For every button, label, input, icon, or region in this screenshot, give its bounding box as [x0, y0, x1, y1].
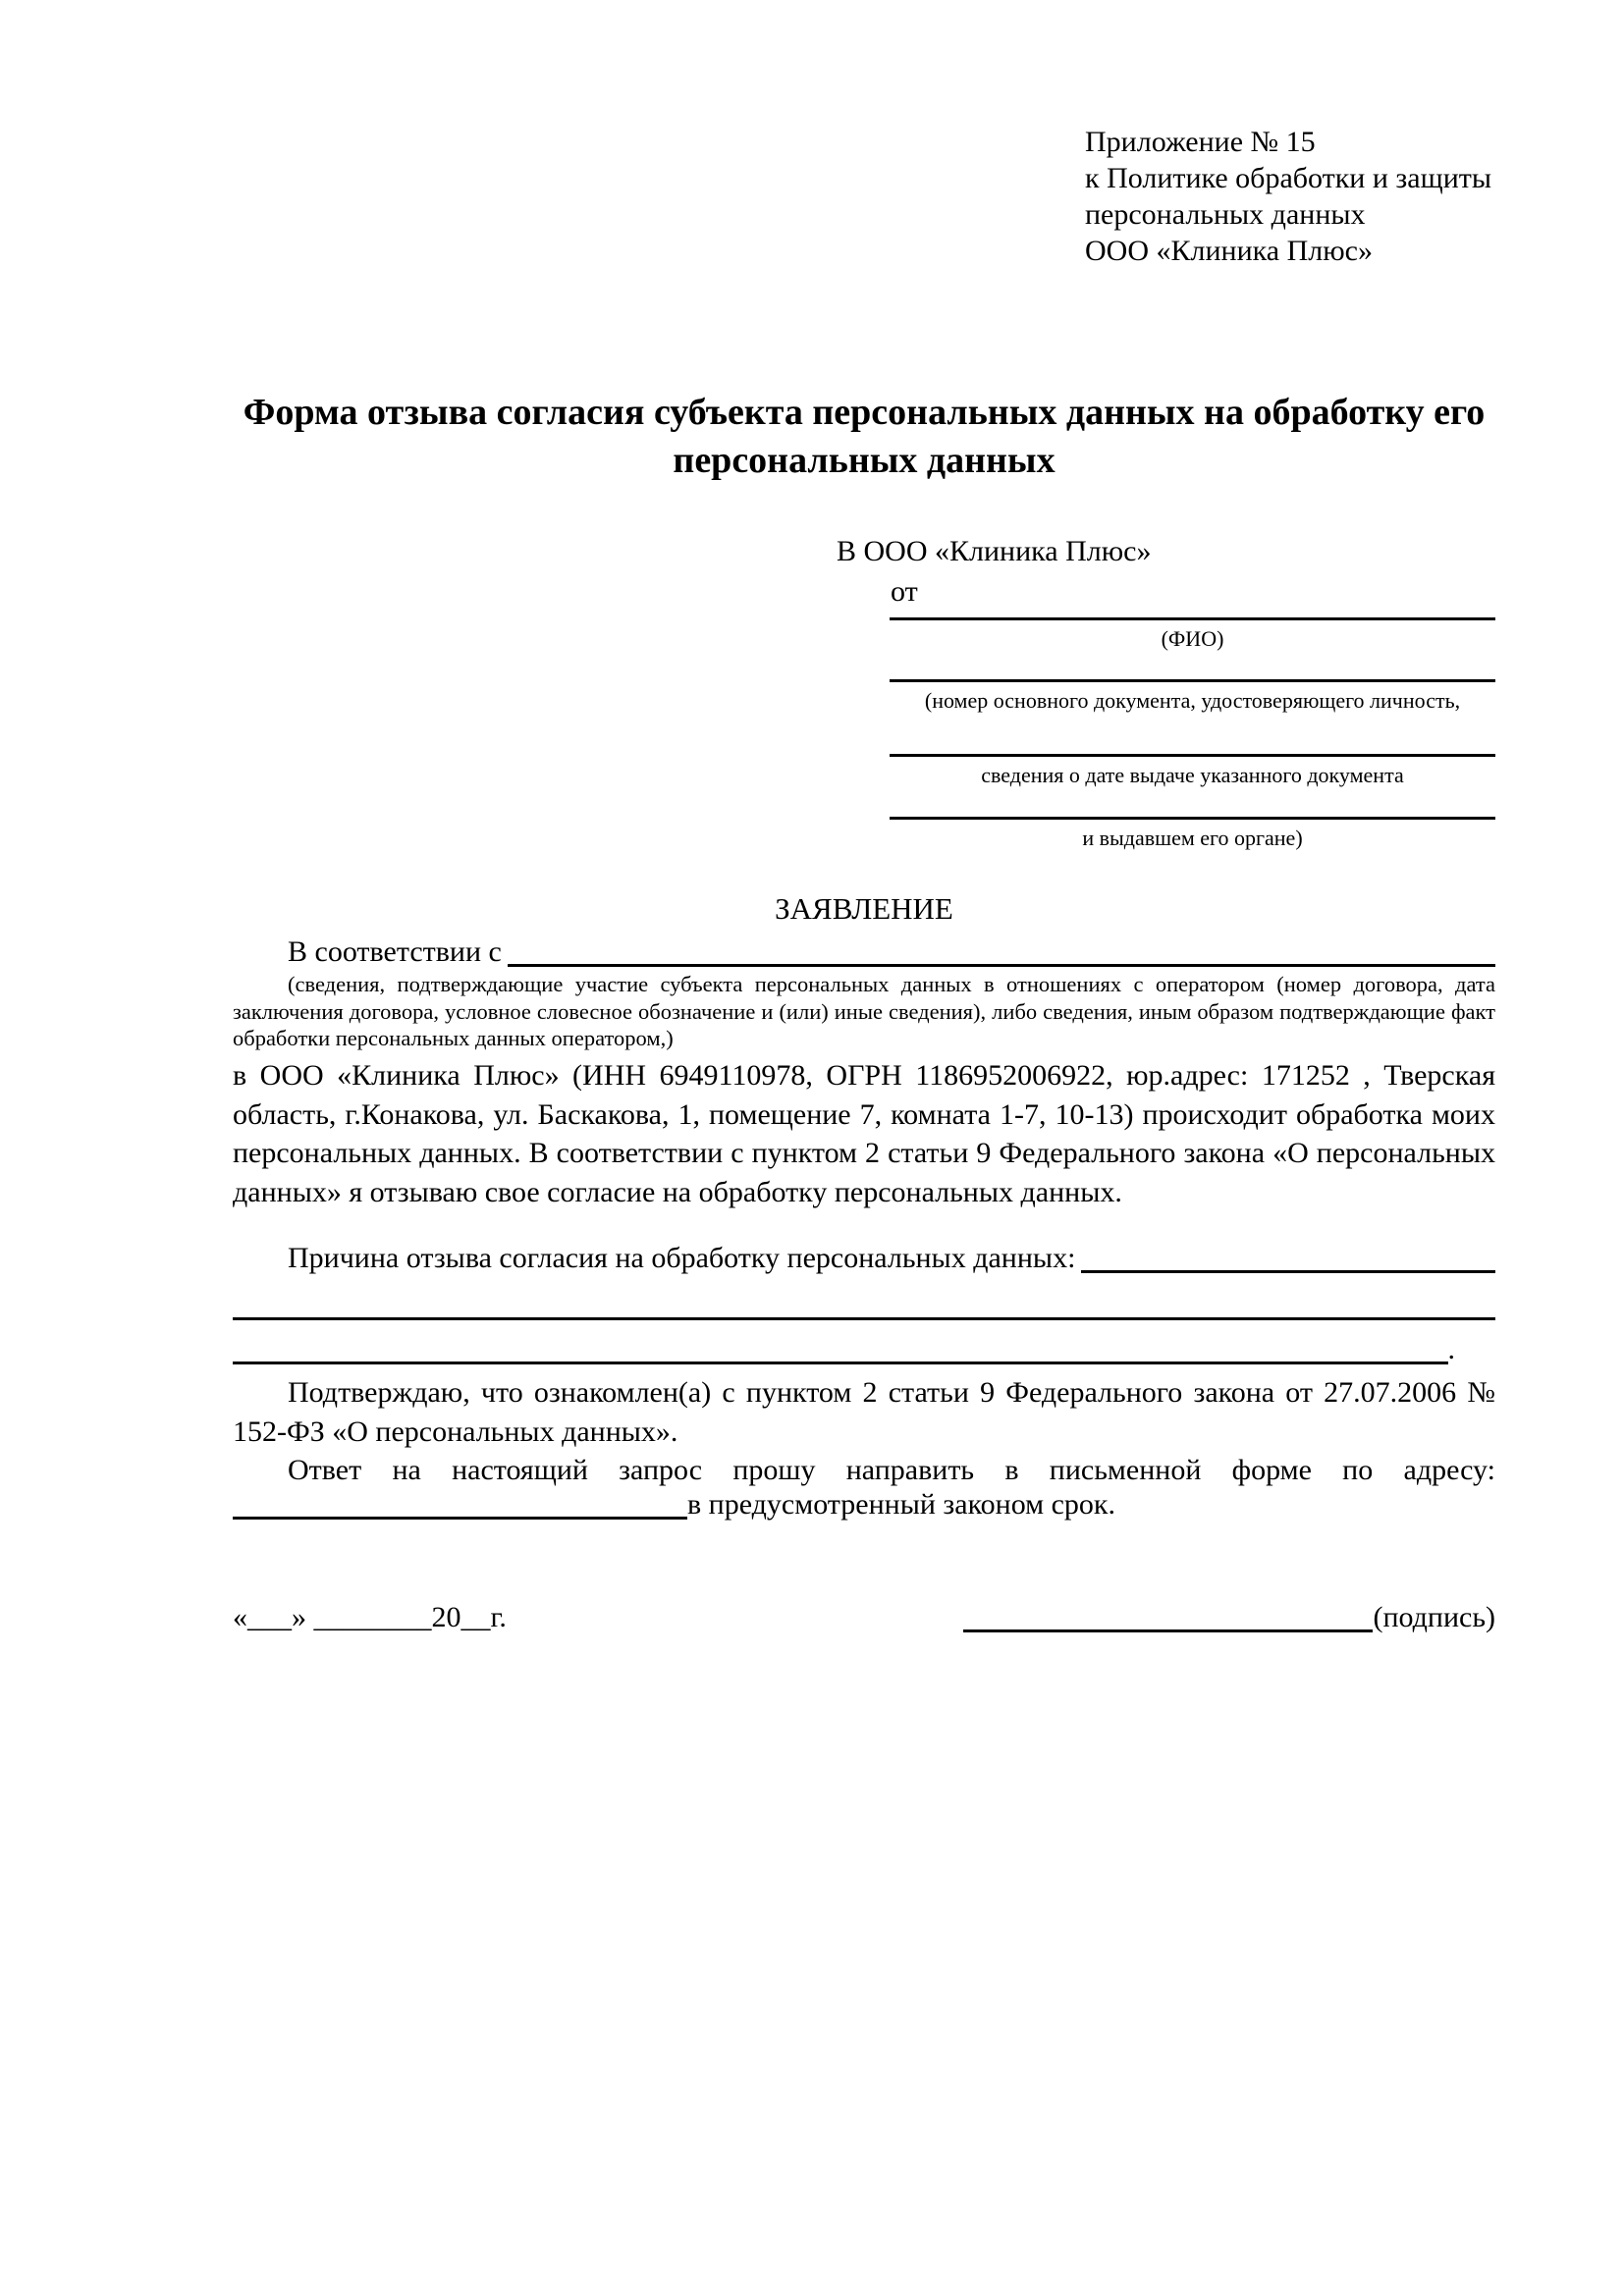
- annex-note-line: ООО «Клиника Плюс»: [1085, 235, 1373, 267]
- issue-date-field-caption: сведения о дате выдаче указанного документа: [981, 763, 1404, 787]
- document-number-field-caption: (номер основного документа, удостоверяющего личность,: [924, 688, 1461, 713]
- annex-note-line: к Политике обработки и защиты: [1085, 162, 1492, 194]
- signature-row: [233, 1598, 1495, 1637]
- statement-heading: ЗАЯВЛЕНИЕ: [775, 891, 953, 926]
- reason-terminator: .: [1447, 1333, 1455, 1365]
- issuing-authority-blank-line: [890, 817, 1495, 820]
- signature-caption: (подпись): [1373, 1601, 1495, 1633]
- document-title: Форма отзыва согласия субъекта персональных данных на обработку его персональных данных: [243, 392, 1486, 481]
- reason-continuation-line-2: [233, 1330, 1455, 1369]
- addressee-organization: В ООО «Клиника Плюс»: [837, 535, 1152, 567]
- date-blank: «___» ________20__г.: [233, 1601, 507, 1633]
- signature-blank-line: [963, 1629, 1373, 1632]
- confirmation-paragraph: Подтверждаю, что ознакомлен(а) с пунктом 2 статьи 9 Федерального закона от 27.07.2006 № 152-ФЗ «О персональных данных».: [233, 1376, 1495, 1448]
- reply-request-line-2: [233, 1485, 1495, 1524]
- document-number-blank-line: [890, 679, 1495, 682]
- reason-label: Причина отзыва согласия на обработку персональных данных:: [288, 1242, 1076, 1274]
- intro-footnote: (сведения, подтверждающие участие субъекта персональных данных в отношениях с оператором (номер договора, дата заключения договора, условное словесное обозначение и (или) иные сведения), либо сведения, иным образом подтверждающие факт обработки персональных данных оператором,): [233, 972, 1495, 1050]
- issuing-authority-field-caption: и выдавшем его органе): [1082, 826, 1303, 850]
- annex-note-line: персональных данных: [1085, 198, 1366, 231]
- issue-date-blank-line: [890, 754, 1495, 757]
- annex-note: [1085, 124, 1491, 269]
- statement-body: в ООО «Клиника Плюс» (ИНН 6949110978, ОГРН 1186952006922, юр.адрес: 171252 , Тверская область, г.Конакова, ул. Баскакова, 1, помещение 7, комната 1-7, 10-13) происходит обработка моих персональных данных. В соответствии с пунктом 2 статьи 9 Федерального закона «О персональных данных» я отзываю свое согласие на обработку персональных данных.: [233, 1059, 1495, 1208]
- intro-prefix: В соответствии с: [288, 935, 502, 968]
- fio-field-caption: (ФИО): [1161, 626, 1224, 651]
- reply-address-blank-line: [233, 1517, 687, 1520]
- reason-continuation-blank-line: [233, 1362, 1448, 1364]
- reason-continuation-blank-line: [233, 1317, 1495, 1320]
- annex-note-line: Приложение № 15: [1085, 126, 1316, 158]
- reason-line: [233, 1239, 1495, 1278]
- intro-line: [233, 933, 1495, 972]
- intro-blank-line: [508, 964, 1495, 967]
- reply-request-suffix: в предусмотренный законом срок.: [687, 1488, 1115, 1521]
- reply-request-prefix: Ответ на настоящий запрос прошу направить в письменной форме по адресу:: [288, 1454, 1495, 1486]
- fio-blank-line: [890, 617, 1495, 620]
- addressee-from-label: от: [891, 575, 918, 608]
- reason-blank-line: [1081, 1270, 1495, 1273]
